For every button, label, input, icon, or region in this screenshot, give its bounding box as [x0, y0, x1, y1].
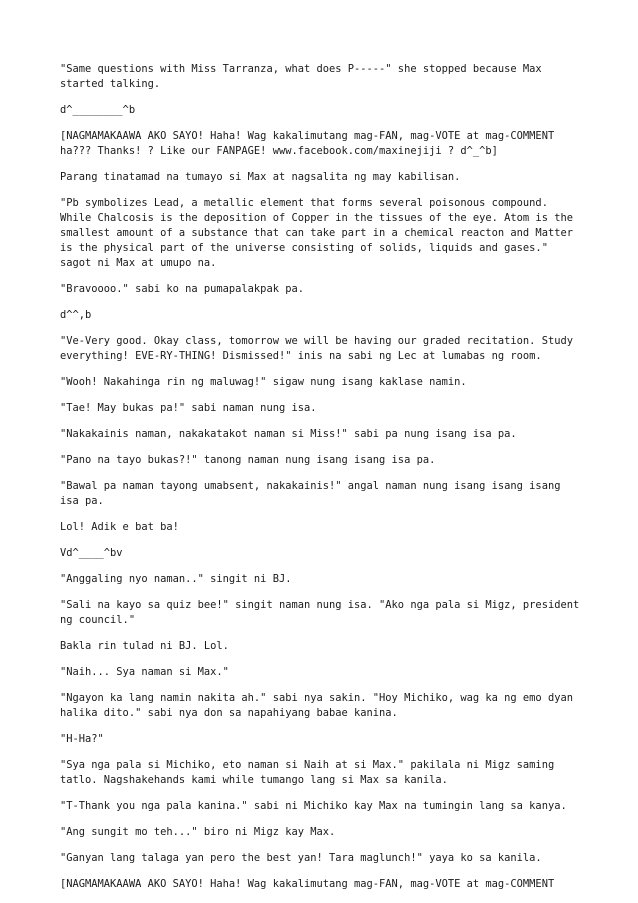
paragraph-21: "H-Ha?" — [60, 733, 104, 745]
paragraph-17: "Sali na kayo sa quiz bee!" singit naman nung isa. "Ako nga pala si Migz, president ng council." — [60, 599, 586, 626]
paragraph-10: "Tae! May bukas pa!" sabi naman nung isa. — [60, 402, 317, 414]
paragraph-15: Vd^____^bv — [60, 547, 123, 559]
paragraph-25: "Ganyan lang talaga yan pero the best yan! Tara maglunch!" yaya ko sa kanila. — [60, 852, 542, 864]
paragraph-18: Bakla rin tulad ni BJ. Lol. — [60, 640, 229, 652]
paragraph-16: "Anggaling nyo naman.." singit ni BJ. — [60, 573, 292, 585]
paragraph-13: "Bawal pa naman tayong umabsent, nakakainis!" angal naman nung isang isang isang isa pa. — [60, 480, 567, 507]
paragraph-9: "Wooh! Nakahinga rin ng maluwag!" sigaw nung isang kaklase namin. — [60, 376, 467, 388]
paragraph-11: "Nakakainis naman, nakakatakot naman si Miss!" sabi pa nung isang isa pa. — [60, 428, 517, 440]
paragraph-23: "T-Thank you nga pala kanina." sabi ni Michiko kay Max na tumingin lang sa kanya. — [60, 800, 567, 812]
paragraph-22: "Sya nga pala si Michiko, eto naman si Naih at si Max." pakilala ni Migz saming tatlo. Nagshakehands kami while tumango lang si Max sa kanila. — [60, 759, 561, 786]
paragraph-4: Parang tinatamad na tumayo si Max at nagsalita ng may kabilisan. — [60, 171, 461, 183]
paragraph-7: d^^,b — [60, 309, 92, 321]
paragraph-12: "Pano na tayo bukas?!" tanong naman nung isang isang isa pa. — [60, 454, 436, 466]
paragraph-3: [NAGMAMAKAAWA AKO SAYO! Haha! Wag kakalimutang mag-FAN, mag-VOTE at mag-COMMENT ha??? Thanks! ? Like our FANPAGE! www.facebook.com/maxinejiji ? d^_^b] — [60, 130, 561, 157]
paragraph-6: "Bravoooo." sabi ko na pumapalakpak pa. — [60, 283, 304, 295]
paragraph-14: Lol! Adik e bat ba! — [60, 521, 179, 533]
paragraph-19: "Naih... Sya naman si Max." — [60, 666, 229, 678]
paragraph-1: "Same questions with Miss Tarranza, what does P-----" she stopped because Max started talking. — [60, 63, 548, 90]
paragraph-24: "Ang sungit mo teh..." biro ni Migz kay Max. — [60, 826, 336, 838]
paragraph-20: "Ngayon ka lang namin nakita ah." sabi nya sakin. "Hoy Michiko, wag ka ng emo dyan halika dito." sabi nya don sa napahiyang babae kanina. — [60, 692, 580, 719]
paragraph-2: d^________^b — [60, 104, 136, 116]
paragraph-26: [NAGMAMAKAAWA AKO SAYO! Haha! Wag kakalimutang mag-FAN, mag-VOTE at mag-COMMENT — [60, 878, 555, 890]
paragraph-5: "Pb symbolizes Lead, a metallic element that forms several poisonous compound. While Chalcosis is the deposition of Copper in the tissues of the eye. Atom is the smallest amount of a substance that can take part in a chemical reacton and Matter is the physical part of the universe consisting of solids, liquids and gases." sagot ni Max at umupo na. — [60, 197, 580, 269]
paragraph-8: "Ve-Very good. Okay class, tomorrow we will be having our graded recitation. Study everything! EVE-RY-THING! Dismissed!" inis na sabi ng Lec at lumabas ng room. — [60, 335, 580, 362]
